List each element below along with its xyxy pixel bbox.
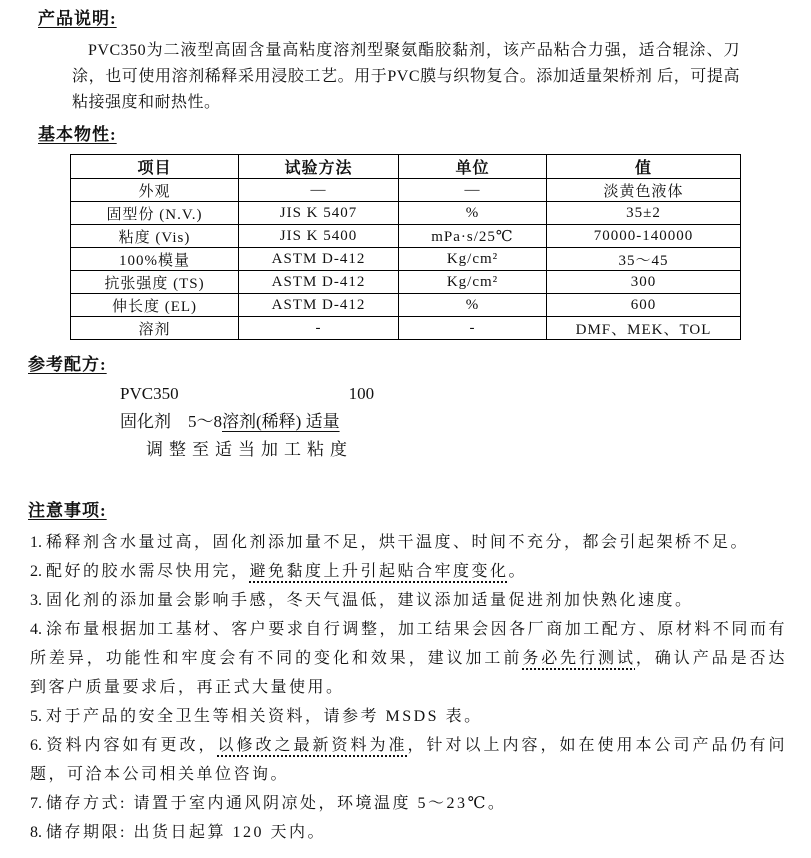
table-cell: - [239,317,399,340]
table-cell: 100%模量 [71,248,239,271]
notes-list [30,528,787,847]
table-cell: DMF、MEK、TOL [547,317,741,340]
section-heading-formula: 参考配方: [28,355,107,374]
table-row [71,248,741,271]
table-cell: 600 [547,294,741,317]
note-text: ，针对以上内容，如在使用本公司产品仍有问题，可洽本公司相关单位咨询。 [30,737,787,783]
note-number: 3. [30,592,42,609]
product-description: PVC350为二液型高固含量高粘度溶剂型聚氨酯胶黏剂，该产品粘合力强，适合辊涂、刀涂，也可使用溶剂稀释采用浸胶工艺。用于PVC膜与织物复合。添加适量架桥剂 后，可提高粘接强度和耐热性。 [72,42,740,111]
column-header: 值 [547,155,741,179]
section-heading-product: 产品说明: [38,9,117,28]
note-number: 5. [30,708,42,725]
note-number: 1. [30,534,42,551]
formula-line-2 [120,408,787,436]
note-item [30,557,787,586]
properties-table-header-row [71,155,741,179]
note-number: 7. [30,795,42,812]
note-emphasis-text: 避免黏度上升引起贴合牢度变化 [249,563,509,580]
note-text: 涂布量根据加工基材、客户要求自行调整，加工结果会因各厂商加工配方、原材料不同而有所差异，功能性和牢度会有不同的变化和效果，建议加工前 [30,621,787,667]
note-item [30,702,787,731]
table-cell: 溶剂 [71,317,239,340]
note-text: 储存方式: 请置于室内通风阴凉处，环境温度 5～23℃。 [46,795,507,812]
table-cell: — [239,179,399,202]
note-number: 2. [30,563,42,580]
note-text: 资料内容如有更改， [46,737,218,754]
properties-table [70,154,741,340]
note-number: 4. [30,621,42,638]
note-emphasis-text: 以修改之最新资料为准 [217,737,408,754]
table-row [71,179,741,202]
table-cell: 伸长度 (EL) [71,294,239,317]
note-text: 固化剂的添加量会影响手感，冬天气温低，建议添加适量促进剂加快熟化速度。 [46,592,694,609]
table-cell: 35～45 [547,248,741,271]
note-number: 8. [30,824,42,841]
table-cell: Kg/cm² [399,248,547,271]
section-heading-notes: 注意事项: [28,501,107,520]
table-cell: mPa·s/25℃ [399,225,547,248]
table-cell: Kg/cm² [399,271,547,294]
table-row [71,294,741,317]
column-header: 项目 [71,155,239,179]
table-cell: 300 [547,271,741,294]
table-cell: 抗张强度 (TS) [71,271,239,294]
note-text: 配好的胶水需尽快用完， [46,563,250,580]
table-cell: 淡黄色液体 [547,179,741,202]
table-cell: % [399,294,547,317]
table-cell: JIS K 5400 [239,225,399,248]
table-cell: 70000-140000 [547,225,741,248]
table-cell: ASTM D-412 [239,248,399,271]
table-cell: — [399,179,547,202]
table-cell: ASTM D-412 [239,294,399,317]
note-text: ，确认产品是否达到客户质量要求后，再正式大量使用。 [30,650,787,696]
table-cell: 粘度 (Vis) [71,225,239,248]
section-heading-properties: 基本物性: [38,125,117,144]
column-header: 试验方法 [239,155,399,179]
note-emphasis-text: 务必先行测试 [522,650,636,667]
formula-block [120,380,787,464]
properties-table-body [71,179,741,340]
formula-line-3: 调整至适当加工粘度 [146,440,353,459]
formula-component-name: PVC350 [120,384,179,403]
table-cell: 固型份 (N.V.) [71,202,239,225]
formula-hardener-text: 固化剂 5～8 [120,412,222,431]
note-text: 对于产品的安全卫生等相关资料，请参考 MSDS 表。 [46,708,483,725]
note-item [30,615,787,702]
note-text: 稀释剂含水量过高，固化剂添加量不足，烘干温度、时间不充分，都会引起架桥不足。 [46,534,750,551]
table-cell: 外观 [71,179,239,202]
table-cell: % [399,202,547,225]
table-cell: ASTM D-412 [239,271,399,294]
formula-line-1 [120,380,787,408]
note-number: 6. [30,737,42,754]
formula-component-amount: 100 [348,384,375,403]
table-row [71,317,741,340]
formula-solvent-underlined-text: 溶剂(稀释) 适量 [222,412,340,431]
note-text: 。 [508,563,528,580]
note-text: 储存期限: 出货日起算 120 天内。 [46,824,326,841]
note-item [30,528,787,557]
table-row [71,271,741,294]
note-item [30,586,787,615]
note-item [30,818,787,847]
table-cell: - [399,317,547,340]
note-item [30,789,787,818]
column-header: 单位 [399,155,547,179]
table-cell: JIS K 5407 [239,202,399,225]
table-row [71,225,741,248]
table-cell: 35±2 [547,202,741,225]
table-row [71,202,741,225]
note-item [30,731,787,789]
